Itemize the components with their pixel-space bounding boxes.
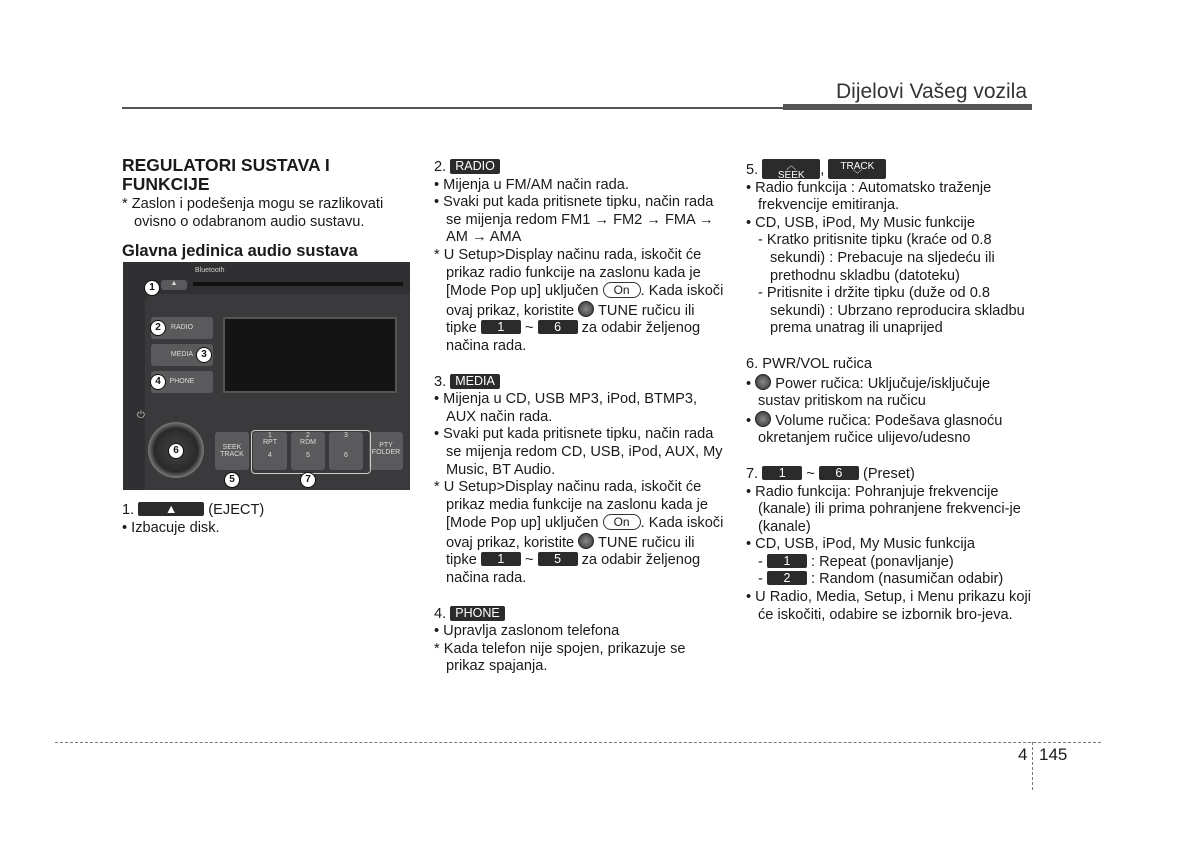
page-number: 145 <box>1039 745 1068 764</box>
eject-icon: ▲ <box>138 502 204 516</box>
track-key-icon: TRACK ﹀ <box>828 159 886 179</box>
preset-2-photo: 2 RDM 5 <box>291 432 325 470</box>
preset-1-photo: 1 RPT 4 <box>253 432 287 470</box>
callout-6: 6 <box>168 443 184 459</box>
on-button-icon: On <box>603 282 641 298</box>
seek-key-icon: ︿ SEEK <box>762 159 820 179</box>
column-3: 5. ︿ SEEK , TRACK ﹀ • Radio funkcija : Automatsko traženje frekvencije emitiranja. • CD, USB, iPod, My Music funkcije - Kratko pritisnite tipku (kraće od 0.8 sekundi) : Prebacuje na sljedeću ili prethodnu skladbu (datoteku) - Pritisnite i držite tipku (duže od 0.8 sekundi) : Ubrzano reproducira skladbu prema unatrag ili unaprijed 6. PWR/VOL ručica • Power ručica: Uključuje/isključuje sustav pritiskom na ručicu • Volume ručica: Podešava glasnoću okretanjem ručice ulijevo/udesno 7. 1 ~ 6 (Preset) • Radio funkcija: Pohranjuje frekvencije (kanale) ili prima pohranjene frekvenci-je (kanale) • CD, USB, iPod, My Music funkcija - 1 : Repeat (ponavljanje) - 2 : Random (nasumičan odabir) • U Radio, Media, Setup, i Menu prikazu koji će iskočiti, odabire se izbornik bro-jeva. <box>746 161 1031 623</box>
column-2: 2. RADIO • Mijenja u FM/AM način rada. • Svaki put kada pritisnete tipku, način rada se mijenja redom FM1 → FM2 → FMA → AM → AMA * U Setup>Display načinu rada, iskočit će prikaz radio funkcije na zaslonu kada je [Mode Pop up] uključen On . Kada iskoči ovaj prikaz, koristite TUNE ručicu ili tipke 1 ~ 6 za odabir željenog načina rada. 3. MEDIA • Mijenja u CD, USB MP3, iPod, BTMP3, AUX način rada. • Svaki put kada pritisnete tipku, način rada se mijenja redom CD, USB, iPod, AUX, My Music, BT Audio. * U Setup>Display načinu rada, iskočit će prikaz media funkcije na zaslonu kada je [Mode Pop up] uključen On . Kada iskoči ovaj prikaz, koristite TUNE ručicu ili tipke 1 ~ 5 za odabir željenog načina rada. 4. PHONE • Upravlja zaslonom telefona * Kada telefon nije spojen, prikazuje se prikaz spajanja. <box>434 159 724 675</box>
power-knob-icon <box>755 374 771 390</box>
on-button-icon: On <box>603 514 641 530</box>
media-key: MEDIA <box>450 374 500 389</box>
display-screen <box>223 317 397 393</box>
volume-knob-icon <box>755 411 771 427</box>
bluetooth-label: Bluetooth <box>195 267 225 274</box>
eject-key-photo: ▲ <box>161 280 187 290</box>
eject-section: 1. ▲ (EJECT) • Izbacuje disk. <box>122 502 265 536</box>
preset-3-photo: 3 6 <box>329 432 363 470</box>
preset-group-outline <box>251 430 371 474</box>
header-bar <box>783 104 1032 110</box>
callout-2: 2 <box>150 320 166 336</box>
callout-7: 7 <box>300 472 316 488</box>
radio-button-photo: RADIO <box>151 317 213 339</box>
section-title: REGULATORI SUSTAVA I FUNKCIJE <box>122 155 330 194</box>
callout-1: 1 <box>144 280 160 296</box>
footer-vertical-divider <box>1032 742 1033 790</box>
phone-key: PHONE <box>450 606 504 621</box>
note: * Zaslon i podešenja mogu se razlikovati ovisno o odabranom audio sustavu. <box>122 196 384 230</box>
seek-track-photo: SEEK TRACK <box>215 432 249 470</box>
tune-knob-icon <box>578 301 594 317</box>
page-header-title: Dijelovi Vašeg vozila <box>836 80 1028 103</box>
chapter-number: 4 <box>1018 745 1028 764</box>
subsection-title: Glavna jedinica audio sustava <box>122 242 358 261</box>
tune-knob-icon <box>578 533 594 549</box>
media-button-photo: MEDIA <box>151 344 213 366</box>
callout-5: 5 <box>224 472 240 488</box>
cd-slot <box>193 282 403 286</box>
footer-divider <box>55 742 1101 743</box>
pty-folder-photo: PTY FOLDER <box>369 432 403 470</box>
callout-3: 3 <box>196 347 212 363</box>
audio-unit-photo <box>123 262 410 490</box>
callout-4: 4 <box>150 374 166 390</box>
phone-button-photo: PHONE <box>151 371 213 393</box>
power-icon: ⏻ <box>137 410 145 421</box>
column-1 <box>122 156 412 268</box>
radio-key: RADIO <box>450 159 500 174</box>
